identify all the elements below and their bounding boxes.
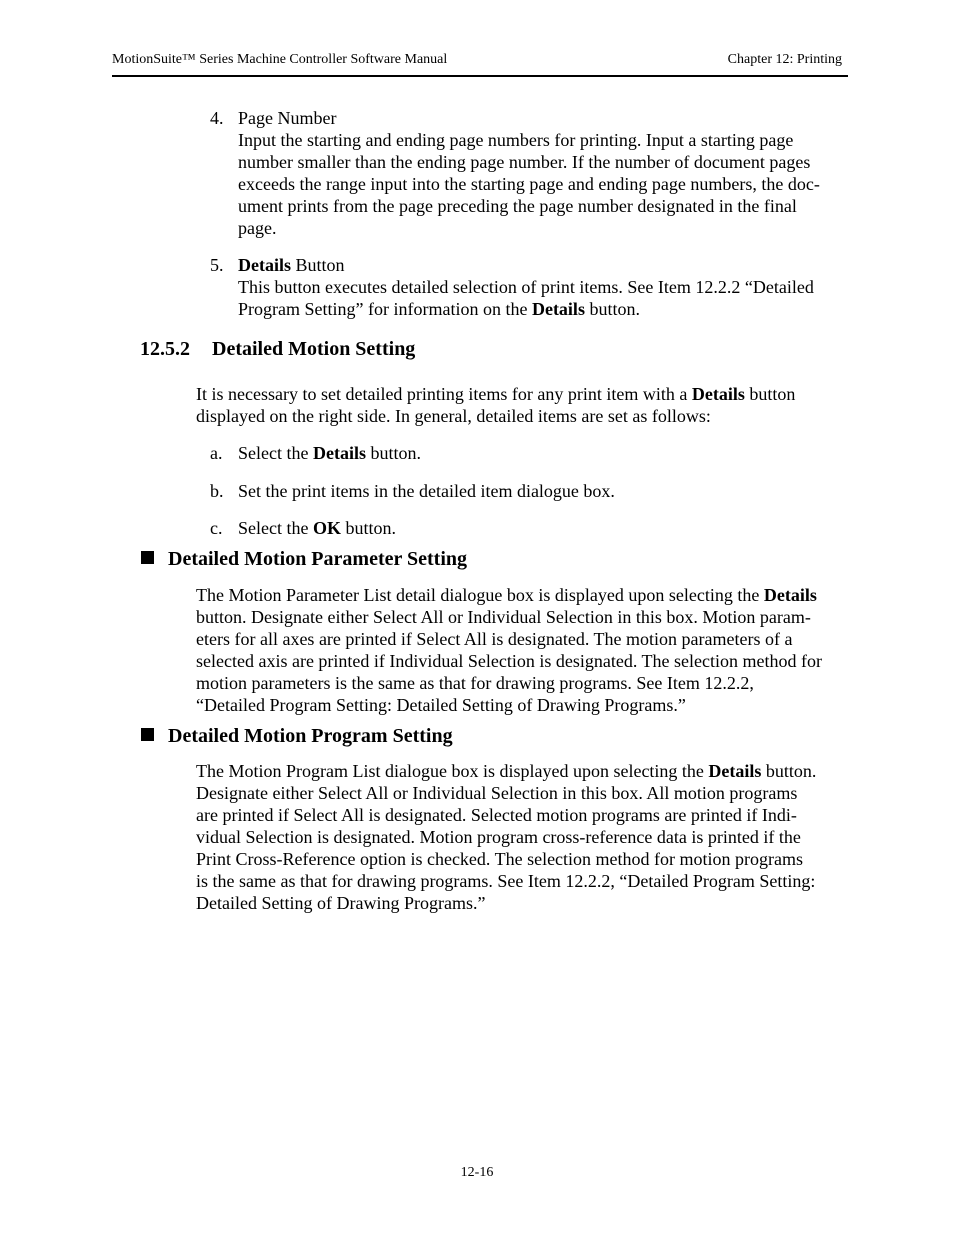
step-letter: a. (210, 443, 223, 463)
item-line: number smaller than the ending page number. If the number of document pages (238, 152, 811, 172)
subsection-title: Detailed Motion Program Setting (168, 725, 453, 747)
list-item-details-button (238, 254, 846, 320)
bold-term: Details (238, 255, 291, 275)
subsection-heading (141, 725, 453, 748)
step-item: Set the print items in the detailed item dialogue box. (238, 481, 615, 501)
item-title: Details Button (238, 255, 345, 275)
subsection-paragraph: The Motion Program List dialogue box is displayed upon selecting the Details button. Designate either Select All or Individual Selection in this box. All motion programs are printed if Select All is designated. Selected motion programs are printed if Indi- vidual Selection is designated. Motion program cross-reference data is printed if the Print Cross-Reference option is checked. The selection method for motion programs is the same as that for drawing programs. See Item 12.2.2, “Detailed Program Setting: Detailed Setting of Drawing Programs.” (196, 761, 817, 913)
item-line: Program Setting” for information on the Details button. (238, 299, 640, 319)
item-line: exceeds the range input into the starting page and ending page numbers, the doc- (238, 174, 820, 194)
section-heading (140, 338, 415, 361)
item-number: 5. (210, 255, 224, 275)
item-title: Page Number (238, 108, 337, 128)
section-number: 12.5.2 (140, 338, 190, 360)
step-item: Select the Details button. (238, 443, 421, 463)
subsection-paragraph: The Motion Parameter List detail dialogue box is displayed upon selecting the Details button. Designate either Select All or Individual Selection in this box. Motion param- eters for all axes are printed if Select All is designated. The motion parameters of a selected axis are printed if Individual Selection is designated. The selection method for motion parameters is the same as that for drawing programs. See Item 12.2.2, “Detailed Program Setting: Detailed Setting of Drawing Programs.” (196, 585, 822, 715)
running-header-title: MotionSuite™ Series Machine Controller Software Manual (112, 52, 448, 67)
section-intro: It is necessary to set detailed printing items for any print item with a Details button displayed on the right side. In general, detailed items are set as follows: (196, 384, 796, 426)
page-number: 12-16 (460, 1165, 494, 1180)
list-item-page-number (238, 107, 846, 239)
item-line: page. (238, 218, 277, 238)
header-rule (112, 75, 848, 77)
step-letter: c. (210, 518, 223, 538)
subsection-title: Detailed Motion Parameter Setting (168, 548, 467, 570)
item-line: This button executes detailed selection of print items. See Item 12.2.2 “Detailed (238, 277, 814, 297)
square-bullet-icon (141, 728, 154, 741)
step-item: Select the OK button. (238, 518, 397, 538)
section-title: Detailed Motion Setting (212, 338, 416, 360)
item-number: 4. (210, 108, 224, 128)
running-header-chapter: Chapter 12: Printing (727, 52, 842, 67)
item-line: Input the starting and ending page numbers for printing. Input a starting page (238, 130, 794, 150)
item-line: ument prints from the page preceding the page number designated in the final (238, 196, 797, 216)
step-letter: b. (210, 481, 224, 501)
square-bullet-icon (141, 551, 154, 564)
subsection-heading (141, 548, 467, 571)
